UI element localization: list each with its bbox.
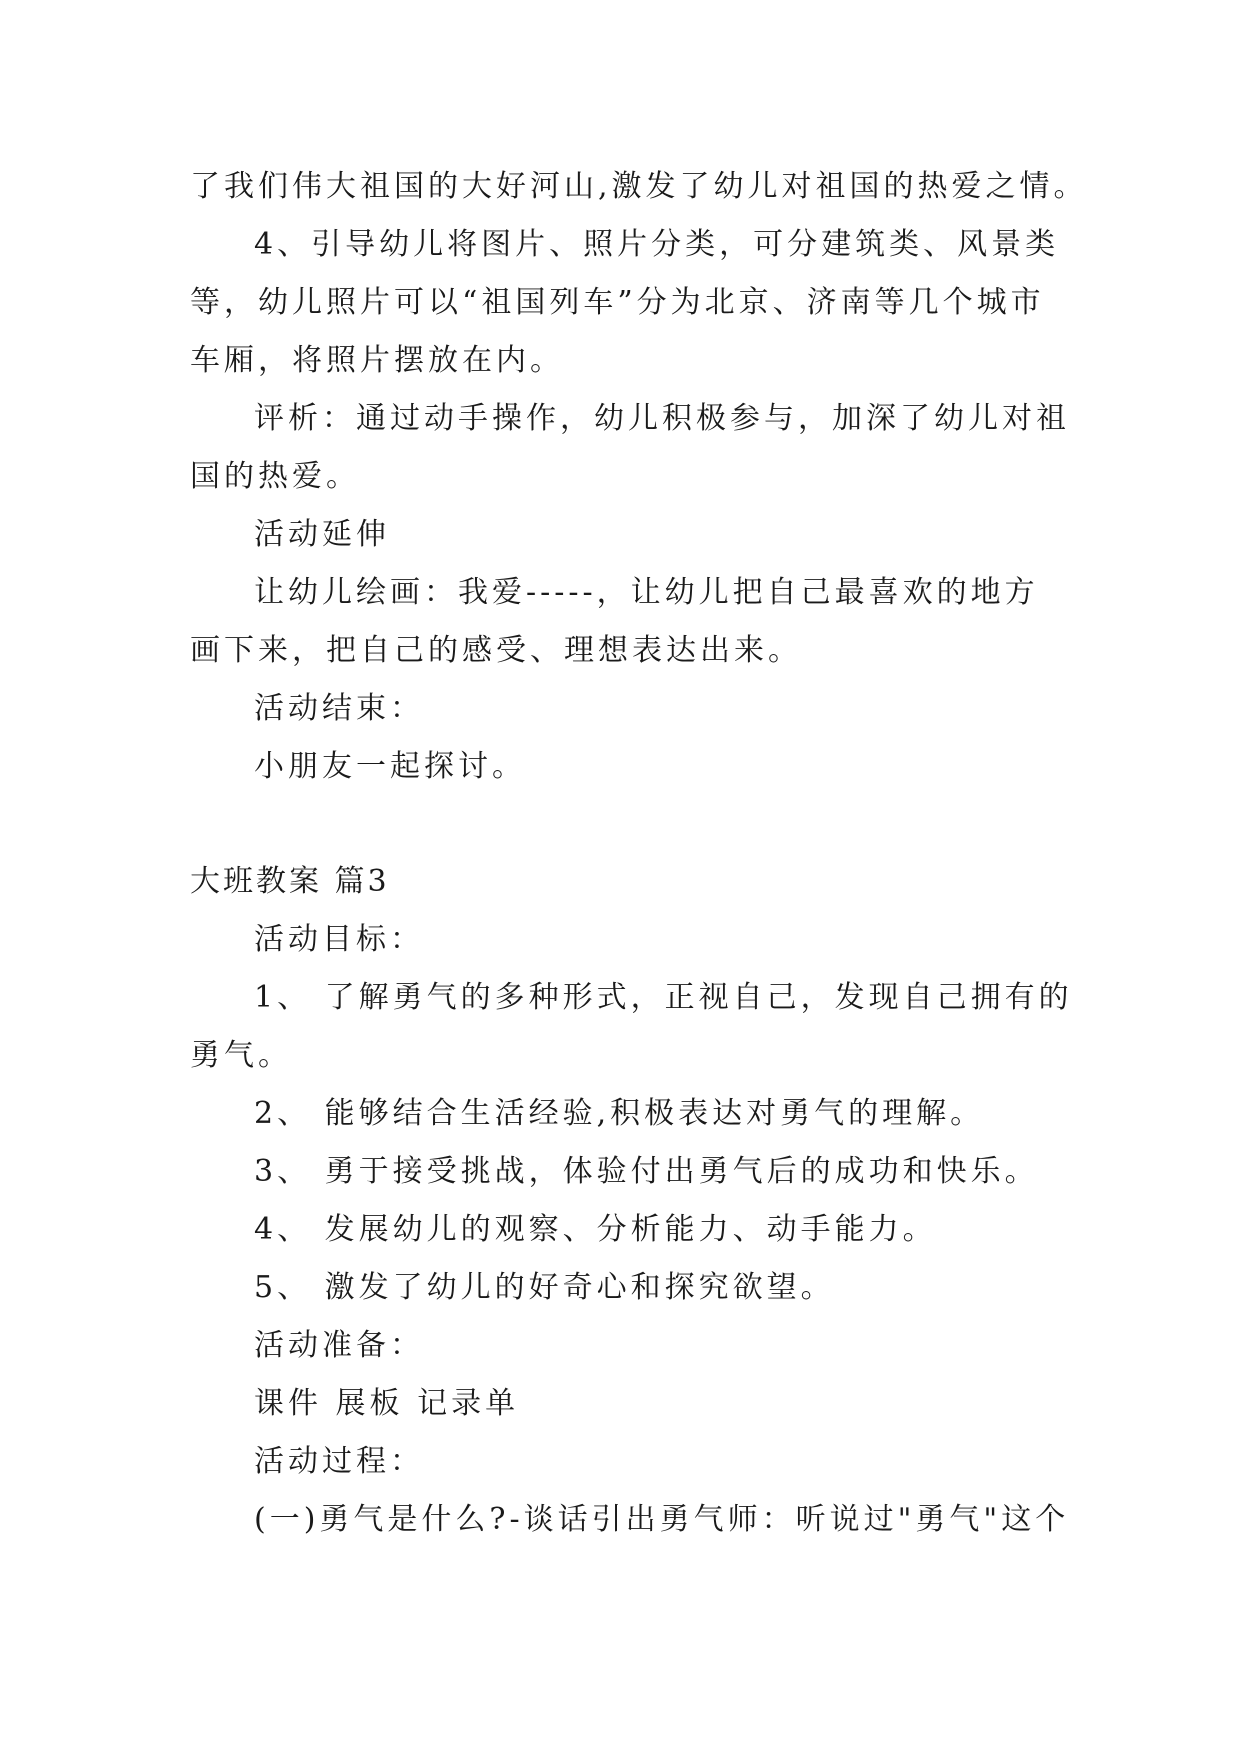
section-label: 活动结束： <box>254 691 424 726</box>
paragraph-line: 4、引导幼儿将图片、照片分类，可分建筑类、风景类 <box>254 227 1060 262</box>
list-item: 2、 能够结合生活经验,积极表达对勇气的理解。 <box>254 1096 985 1131</box>
paragraph-line: 评析：通过动手操作，幼儿积极参与，加深了幼儿对祖 <box>254 401 1070 436</box>
list-item: 4、 发展幼儿的观察、分析能力、动手能力。 <box>254 1212 937 1247</box>
section-heading: 大班教案 篇3 <box>190 864 390 899</box>
section-label: 活动目标： <box>254 922 424 957</box>
section-label: 活动过程： <box>254 1444 424 1479</box>
list-item: 3、 勇于接受挑战，体验付出勇气后的成功和快乐。 <box>254 1154 1039 1189</box>
section-label: 活动延伸 <box>254 517 390 552</box>
paragraph-line: 了我们伟大祖国的大好河山,激发了幼儿对祖国的热爱之情。 <box>190 169 1088 204</box>
paragraph-line: 车厢，将照片摆放在内。 <box>190 343 564 378</box>
list-item: 5、 激发了幼儿的好奇心和探究欲望。 <box>254 1270 835 1305</box>
paragraph-line: 国的热爱。 <box>190 459 360 494</box>
paragraph-line: 画下来，把自己的感受、理想表达出来。 <box>190 633 802 668</box>
paragraph-line: (一)勇气是什么?-谈话引出勇气师：听说过"勇气"这个 <box>254 1502 1070 1537</box>
paragraph-line: 小朋友一起探讨。 <box>254 749 526 784</box>
list-item: 1、 了解勇气的多种形式，正视自己，发现自己拥有的 <box>254 980 1073 1015</box>
section-label: 活动准备： <box>254 1328 424 1363</box>
paragraph-line: 等，幼儿照片可以“祖国列车”分为北京、济南等几个城市 <box>190 285 1045 320</box>
paragraph-line: 让幼儿绘画：我爱-----，让幼儿把自己最喜欢的地方 <box>254 575 1039 610</box>
paragraph-line: 课件 展板 记录单 <box>254 1386 520 1421</box>
list-item-continuation: 勇气。 <box>190 1038 292 1073</box>
